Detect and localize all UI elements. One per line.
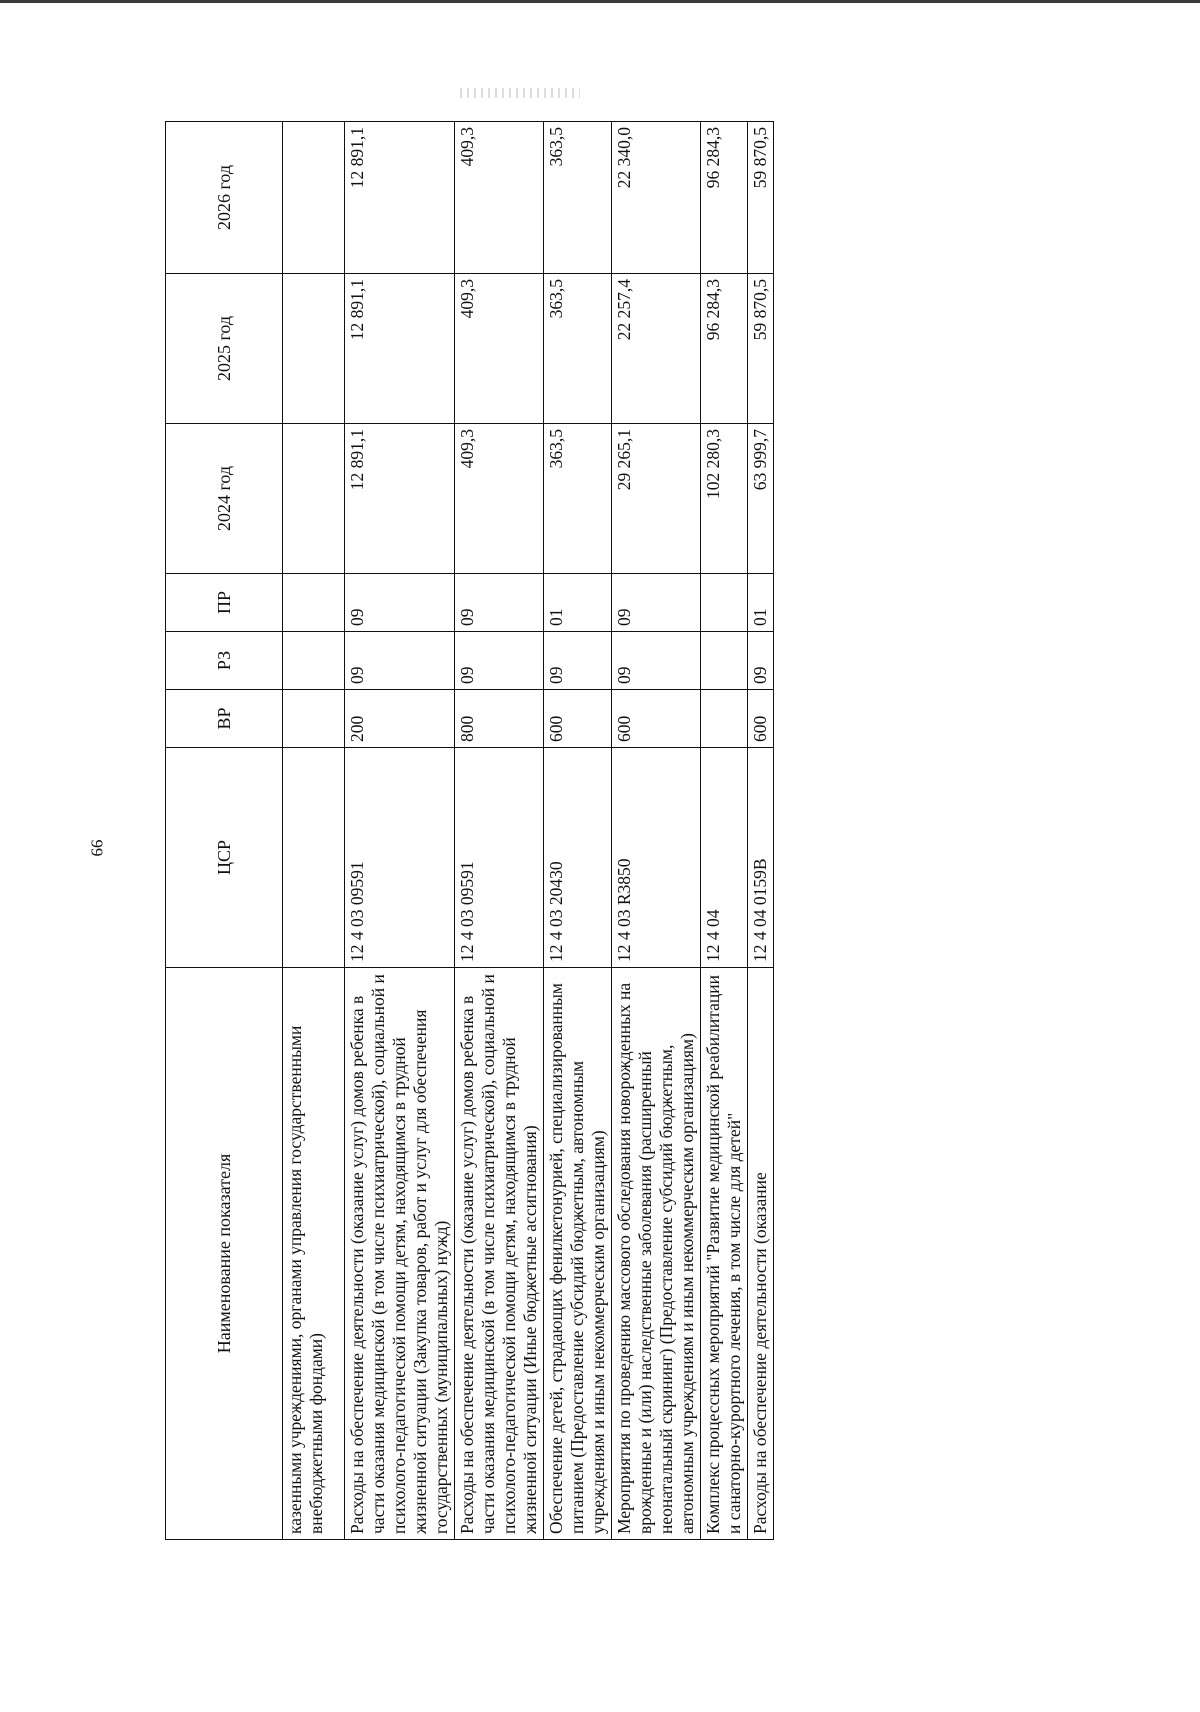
cell-vr: 200 <box>345 690 455 748</box>
cell-rz: 09 <box>345 632 455 690</box>
cell-vr: 600 <box>748 690 774 748</box>
cell-2026: 59 870,5 <box>748 122 774 274</box>
page-top-edge <box>0 0 1200 3</box>
cell-name: Мероприятия по проведению массового обследования новорожденных на врожденные и (или) наследственные заболевания (расширенный неонатальный скрининг) (Предоставление субсидий бюджетным, автономным учреждениям и иным некоммерческим организациям) <box>612 968 701 1540</box>
cell-rz: 09 <box>455 632 544 690</box>
rotated-page <box>165 122 1200 1534</box>
cell-2026: 96 284,3 <box>701 122 748 274</box>
cell-2025 <box>283 274 345 424</box>
cell-pr: 09 <box>345 574 455 632</box>
cell-2025: 22 257,4 <box>612 274 701 424</box>
header-pr: ПР <box>166 574 283 632</box>
cell-rz <box>701 632 748 690</box>
cell-2025: 409,3 <box>455 274 544 424</box>
header-name: Наименование показателя <box>166 968 283 1540</box>
cell-name: Комплекс процессных мероприятий "Развитие медицинской реабилитации и санаторно-курортного лечения, в том числе для детей" <box>701 968 748 1540</box>
cell-2024: 409,3 <box>455 424 544 574</box>
header-csr: ЦСР <box>166 748 283 968</box>
cell-csr: 12 4 04 <box>701 748 748 968</box>
header-vr: ВР <box>166 690 283 748</box>
cell-2025: 12 891,1 <box>345 274 455 424</box>
cell-vr <box>283 690 345 748</box>
cell-pr: 01 <box>544 574 612 632</box>
cell-rz: 09 <box>612 632 701 690</box>
cell-name: казенными учреждениями, органами управления государственными внебюджетными фондами) <box>283 968 345 1540</box>
table-row <box>544 122 612 1540</box>
table-row <box>748 122 774 1540</box>
cell-2025: 96 284,3 <box>701 274 748 424</box>
cell-rz: 09 <box>748 632 774 690</box>
budget-table <box>165 121 774 1540</box>
table-row <box>283 122 345 1540</box>
cell-2024: 12 891,1 <box>345 424 455 574</box>
cell-vr: 600 <box>544 690 612 748</box>
cell-csr: 12 4 03 09591 <box>345 748 455 968</box>
table-row <box>455 122 544 1540</box>
table-sheet <box>165 122 1175 1540</box>
cell-pr <box>701 574 748 632</box>
header-rz: РЗ <box>166 632 283 690</box>
table-row <box>345 122 455 1540</box>
cell-2026: 12 891,1 <box>345 122 455 274</box>
cell-rz <box>283 632 345 690</box>
cell-2026: 22 340,0 <box>612 122 701 274</box>
table-row <box>612 122 701 1540</box>
cell-2024: 102 280,3 <box>701 424 748 574</box>
cell-2026: 409,3 <box>455 122 544 274</box>
cell-csr <box>283 748 345 968</box>
cell-name: Обеспечение детей, страдающих фенилкетонурией, специализированным питанием (Предоставление субсидий бюджетным, автономным учреждениям и иным некоммерческим организациям) <box>544 968 612 1540</box>
cell-2024: 29 265,1 <box>612 424 701 574</box>
cell-csr: 12 4 03 20430 <box>544 748 612 968</box>
cell-rz: 09 <box>544 632 612 690</box>
table-row <box>701 122 748 1540</box>
header-row <box>166 122 283 1540</box>
cell-2025: 59 870,5 <box>748 274 774 424</box>
header-2026: 2026 год <box>166 122 283 274</box>
cell-csr: 12 4 04 0159В <box>748 748 774 968</box>
cell-2026 <box>283 122 345 274</box>
header-2025: 2025 год <box>166 274 283 424</box>
cell-2024: 63 999,7 <box>748 424 774 574</box>
cell-csr: 12 4 03 R3850 <box>612 748 701 968</box>
cell-2024 <box>283 424 345 574</box>
header-2024: 2024 год <box>166 424 283 574</box>
cell-name: Расходы на обеспечение деятельности (оказание услуг) домов ребенка в части оказания медицинской (в том числе психиатрической), социальной и психолого-педагогической помощи детям, находящимся в трудной жизненной ситуации (Иные бюджетные ассигнования) <box>455 968 544 1540</box>
page-number: 99 <box>87 839 107 857</box>
cell-2026: 363,5 <box>544 122 612 274</box>
cell-name: Расходы на обеспечение деятельности (оказание <box>748 968 774 1540</box>
cell-2025: 363,5 <box>544 274 612 424</box>
cell-pr: 09 <box>612 574 701 632</box>
cell-vr <box>701 690 748 748</box>
cell-2024: 363,5 <box>544 424 612 574</box>
cell-pr: 01 <box>748 574 774 632</box>
scan-artifact <box>460 88 580 98</box>
cell-csr: 12 4 03 09591 <box>455 748 544 968</box>
cell-vr: 800 <box>455 690 544 748</box>
cell-pr: 09 <box>455 574 544 632</box>
cell-name: Расходы на обеспечение деятельности (оказание услуг) домов ребенка в части оказания медицинской (в том числе психиатрической), социальной и психолого-педагогической помощи детям, находящимся в трудной жизненной ситуации (Закупка товаров, работ и услуг для обеспечения государственных (муниципальных) нужд) <box>345 968 455 1540</box>
cell-vr: 600 <box>612 690 701 748</box>
cell-pr <box>283 574 345 632</box>
